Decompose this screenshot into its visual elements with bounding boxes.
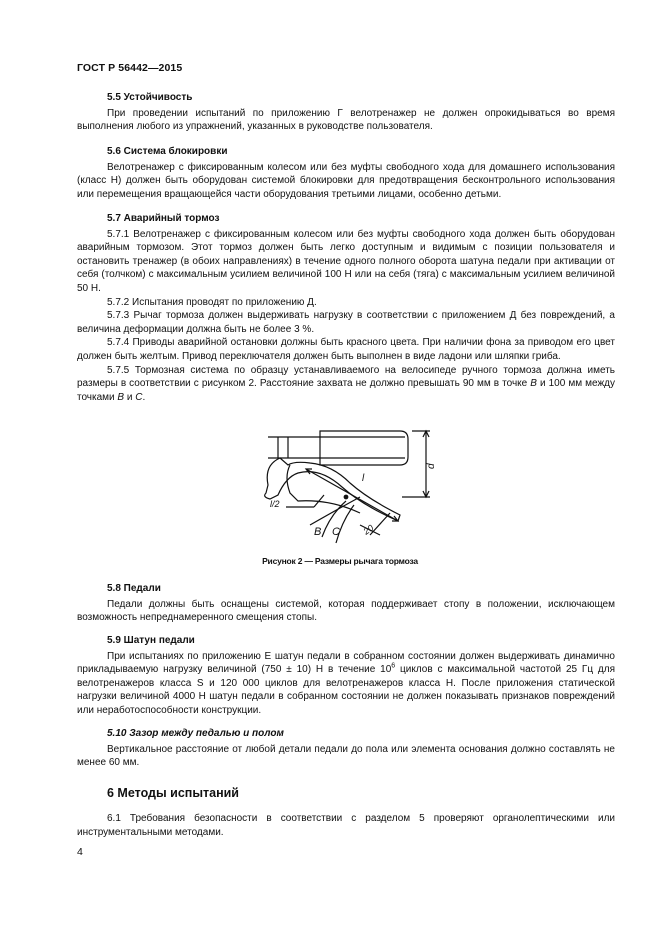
section-heading: 5.6 Система блокировки xyxy=(107,146,228,157)
section-6-heading: 6 Методы испытаний xyxy=(107,786,239,800)
label-20: 20 xyxy=(361,522,376,537)
standard-id-header: ГОСТ Р 56442—2015 xyxy=(77,62,183,74)
section-5-8 xyxy=(77,582,615,625)
paragraph-5-7-4: 5.7.4 Приводы аварийной остановки должны быть красного цвета. При наличии фона за приводом его цвет должен быть желтым. Привод переключателя должен быть выполнен в виде ладони или шляпки гриба. xyxy=(77,337,615,362)
section-heading: 5.5 Устойчивость xyxy=(107,92,193,103)
section-5-5 xyxy=(77,91,615,134)
section-6 xyxy=(77,812,615,839)
section-heading: 5.8 Педали xyxy=(107,583,161,594)
section-heading: 5.10 Зазор между педалью и полом xyxy=(107,728,284,739)
paragraph-6-1: 6.1 Требования безопасности в соответствии с разделом 5 проверяют органолептическими или инструментальными методами. xyxy=(77,813,615,838)
paragraph-5-7-2: 5.7.2 Испытания проводят по приложению Д. xyxy=(107,296,317,308)
paragraph-5-7-5: 5.7.5 Тормозная система по образцу устанавливаемого на велосипеде ручного тормоза должна иметь размеры в соответствии с рисунком 2. Расстояние захвата не должно превышать 90 мм в точке B и 100 мм между точками B и C. xyxy=(77,364,615,403)
label-l-half: l/2 xyxy=(270,499,280,509)
paragraph: При испытаниях по приложению Е шатун педали в собранном состоянии должен выдерживать динамично прикладываемую нагрузку величиной (750 ± 10) Н в течение $10^6$ циклов с максимальной частотой 25 Гц для велотренажеров класса S и 120 000 циклов для велотренажеров класса Н. После приложения статической нагрузки величиной 4000 Н шатун педали в собранном состоянии не должен показывать признаков повреждений или неработоспособности конструкции. xyxy=(77,650,616,716)
section-5-6 xyxy=(77,145,615,201)
paragraph: Велотренажер с фиксированным колесом или без муфты свободного хода для домашнего использования (класс Н) должен быть оборудован системой блокировки для предотвращения бесконтрольного использования или перемещения вращающейся части оборудования третьими лицами, особенно детьми. xyxy=(77,161,615,200)
grip-outline xyxy=(320,431,408,465)
paragraph: При проведении испытаний по приложению Г велотренажер не должен опрокидываться во время выполнения любого из упражнений, указанных в руководстве пользователя. xyxy=(77,107,615,133)
paragraph: Педали должны быть оснащены системой, которая поддерживает стопу в положении, исключающем возможность непреднамеренного смещения стопы. xyxy=(77,598,615,624)
section-5-7 xyxy=(77,212,615,404)
brake-lever-figure xyxy=(250,425,450,550)
label-d: d xyxy=(426,463,437,469)
paragraph-5-7-3: 5.7.3 Рычаг тормоза должен выдерживать нагрузку в соответствии с приложением Д без повреждений, а величина деформации должна быть не более 3 %. xyxy=(77,310,615,335)
label-point-b: B xyxy=(314,526,322,538)
lever-back-outline xyxy=(287,465,360,513)
label-point-c: C xyxy=(332,526,340,538)
section-5-9 xyxy=(77,634,615,718)
label-l: l xyxy=(362,473,365,484)
paragraph: Вертикальное расстояние от любой детали педали до пола или элемента основания должно составлять не менее 60 мм. xyxy=(77,743,615,769)
section-5-10 xyxy=(77,727,615,770)
page-number: 4 xyxy=(77,846,83,858)
section-heading: 5.9 Шатун педали xyxy=(107,635,195,646)
lever-outline xyxy=(265,458,400,521)
paragraph-5-7-1: 5.7.1 Велотренажер с фиксированным колесом или без муфты свободного хода должен быть оборудован аварийным тормозом. Этот тормоз должен быть легко доступным и видимым с позиции пользователя и остановить тренажер (в обоих направлениях) в течение одного полного оборота шатуна педали при активации от себя (толчком) с максимальным усилием величиной 100 Н или на себя (тяга) с максимальным усилием величиной 50 Н. xyxy=(77,228,615,294)
section-heading: 5.7 Аварийный тормоз xyxy=(107,213,220,224)
figure-caption: Рисунок 2 — Размеры рычага тормоза xyxy=(262,556,418,566)
